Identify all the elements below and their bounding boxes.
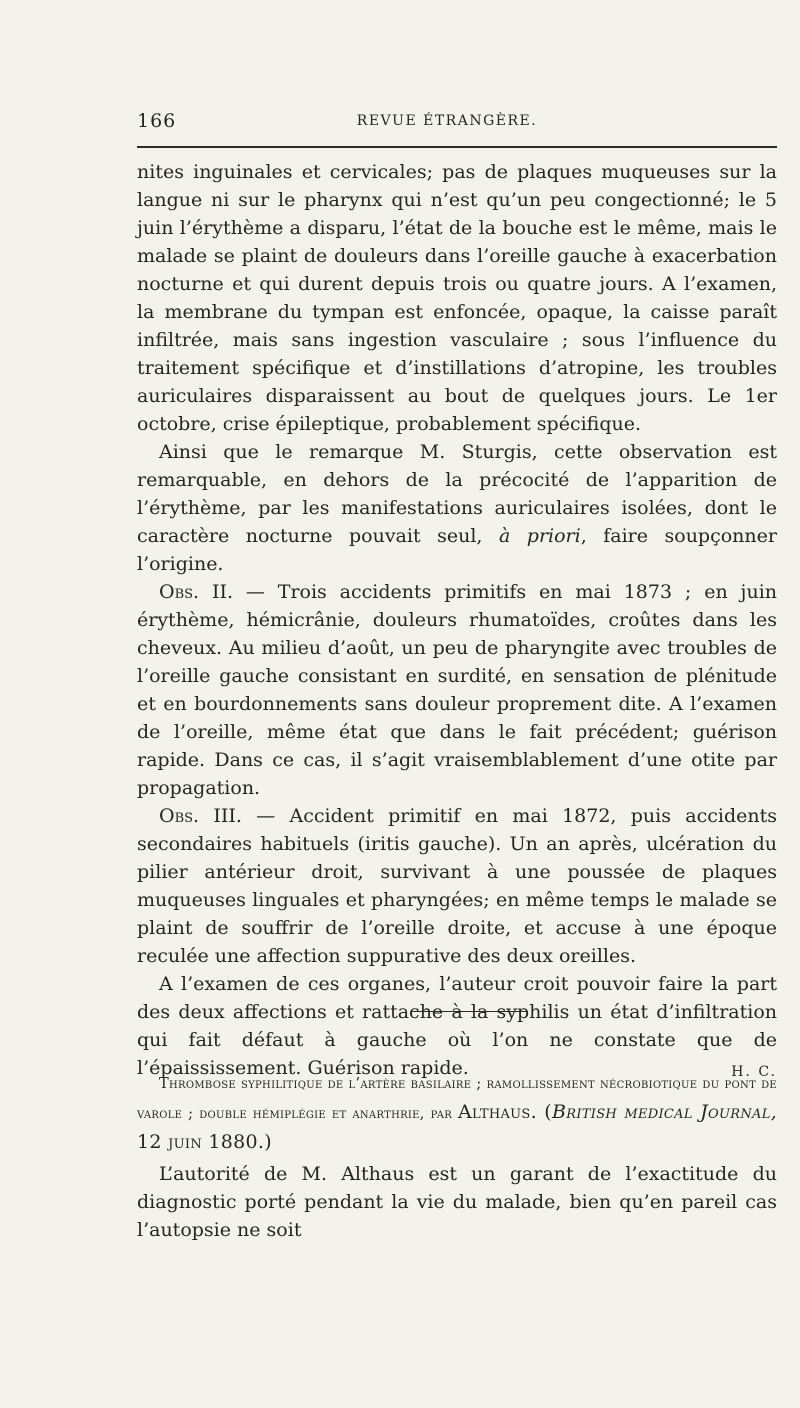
author-name: Althaus [457,1101,531,1123]
header-rule [137,146,777,148]
source-date: 12 juin 1880.) [137,1131,272,1153]
a-priori-italic: à priori [498,525,581,547]
page-header [137,110,757,140]
obs-2-label: Obs. II. [159,581,234,603]
source-journal: British medical Journal, [552,1101,777,1123]
paragraph-obs-2 [137,578,777,802]
body-text [137,158,777,1086]
sturgis-text-end: , faire soupçonner l’origine. [137,525,777,575]
sturgis-text: Ainsi que le remarque M. Sturgis, cette observation est remarquable, en dehors de la précocité de l’apparition de l’érythème, par les manifestations auriculaires isolées, dont le caractère nocturne pouvait seul, [137,441,777,547]
author-signature: H. C. [731,1064,777,1080]
obs-2-text: — Trois accidents primitifs en mai 1873 ; en juin érythème, hémicrânie, douleurs rhumatoïdes, croûtes dans les cheveux. Au milieu d’août, un peu de pharyngite avec troubles de l’oreille gauche consistant en surdité, en sensation de plénitude et en bourdonnements sans douleur proprement dite. A l’examen de l’oreille, même état que dans le fait précédent; guérison rapide. Dans ce cas, il s’agit vraisemblablement d’une otite par propagation. [137,581,778,799]
article-first-paragraph: L’autorité de M. Althaus est un garant de l’exactitude du diagnostic porté pendant la vie du malade, bien qu’en pareil cas l’autopsie ne soit [137,1163,777,1241]
article-title-line [137,1070,777,1158]
page-number: 166 [137,110,177,132]
section-separator [412,1011,526,1012]
obs-3-label: Obs. III. [159,805,242,827]
article-body [137,1160,777,1244]
running-head: REVUE ÉTRANGÈRE. [356,113,538,129]
source-prefix: . ( [530,1101,552,1123]
paragraph-examination [137,970,777,1082]
obs-3-text: — Accident primitif en mai 1872, puis accidents secondaires habituels (iritis gauche). Un an après, ulcération du pilier antérieur droit, survivant à une poussée de plaques muqueuses linguales et pharyngées; en même temps le malade se plaint de souffrir de l’oreille droite, et accuse à une époque reculée une affection suppurative des deux oreilles. [137,805,777,967]
paragraph-sturgis-remark [137,438,777,578]
examination-text: A l’examen de ces organes, l’auteur croit pouvoir faire la part des deux affections et rattache à la syphilis un état d’infiltration qui fait défaut à gauche où l’on ne constate que de l’épaississement. Guérison rapide. [137,973,777,1079]
paragraph-continuation: nites inguinales et cervicales; pas de plaques muqueuses sur la langue ni sur le pharynx qui n’est qu’un peu congectionné; le 5 juin l’érythème a disparu, l’état de la bouche est le même, mais le malade se plaint de douleurs dans l’oreille gauche à exacerbation nocturne et qui durent depuis trois ou quatre jours. A l’examen, la membrane du tympan est enfoncée, opaque, la caisse paraît infiltrée, mais sans ingestion vasculaire ; sous l’influence du traitement spécifique et d’instillations d’atropine, les troubles auriculaires disparaissent au bout de quelques jours. Le 1er octobre, crise épileptique, probablement spécifique. [137,161,777,435]
title-text: Thrombose syphilitique de l’artère basilaire ; ramollissement nécrobiotique du pont de varole ; double hémiplégie et anarthrie, par [137,1076,777,1122]
paragraph-obs-3 [137,802,777,970]
article-title [137,1070,777,1158]
